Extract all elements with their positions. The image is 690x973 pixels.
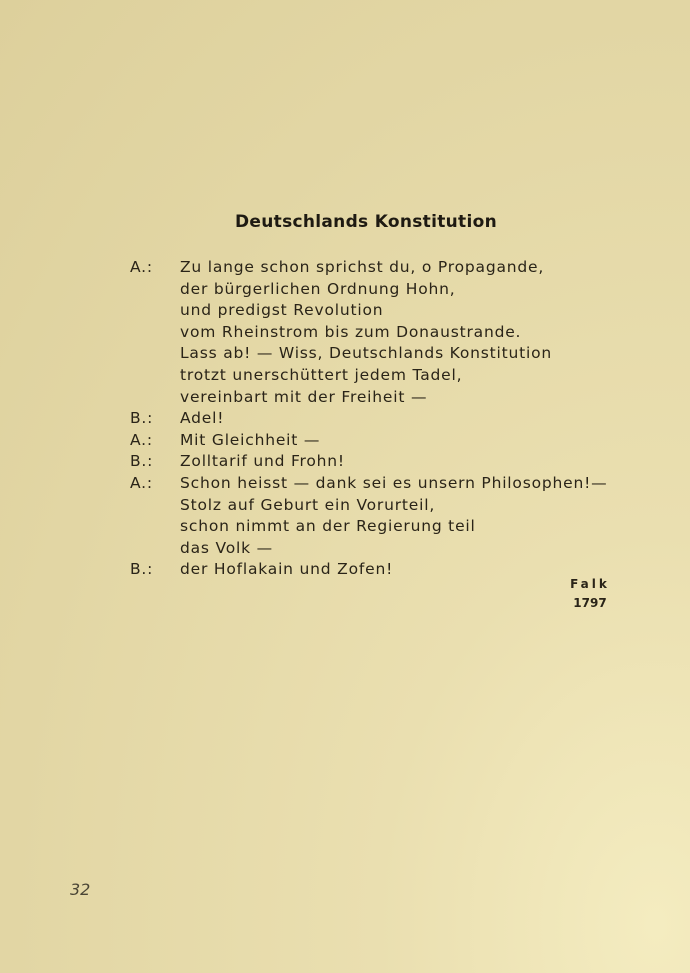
- line-text: Zolltarif und Frohn!: [180, 452, 345, 471]
- line-text: der bürgerlichen Ordnung Hohn,: [180, 279, 456, 298]
- speaker-label: A.:: [130, 430, 153, 449]
- line-text: und predigst Revolution: [180, 301, 384, 320]
- poem-title: Deutschlands Konstitution: [235, 212, 497, 232]
- author: Falk: [570, 577, 610, 591]
- line-text: vom Rheinstrom bis zum Donaustrande.: [180, 322, 522, 341]
- line-text: schon nimmt an der Regierung teil: [180, 517, 476, 536]
- speaker-label: B.:: [130, 452, 154, 471]
- speaker-label: B.:: [130, 409, 154, 428]
- line-text: das Volk —: [180, 538, 273, 557]
- line-text: vereinbart mit der Freiheit —: [180, 387, 428, 406]
- line-text: der Hoflakain und Zofen!: [180, 560, 394, 579]
- line-text: Zu lange schon sprichst du, o Propagande,: [180, 258, 545, 276]
- line-text: Stolz auf Geburt ein Vorurteil,: [180, 495, 436, 514]
- line-text: Schon heisst — dank sei es unsern Philosophen!—: [180, 473, 608, 492]
- speaker-label: A.:: [130, 258, 153, 276]
- line-text: Mit Gleichheit —: [180, 430, 321, 449]
- year: 1797: [573, 596, 607, 610]
- page-number: 32: [70, 880, 91, 899]
- speaker-label: B.:: [130, 560, 154, 579]
- speaker-label: A.:: [130, 473, 153, 492]
- line-text: Lass ab! — Wiss, Deutschlands Konstitution: [180, 344, 553, 363]
- line-text: Adel!: [180, 409, 225, 428]
- line-text: trotzt unerschüttert jedem Tadel,: [180, 365, 463, 384]
